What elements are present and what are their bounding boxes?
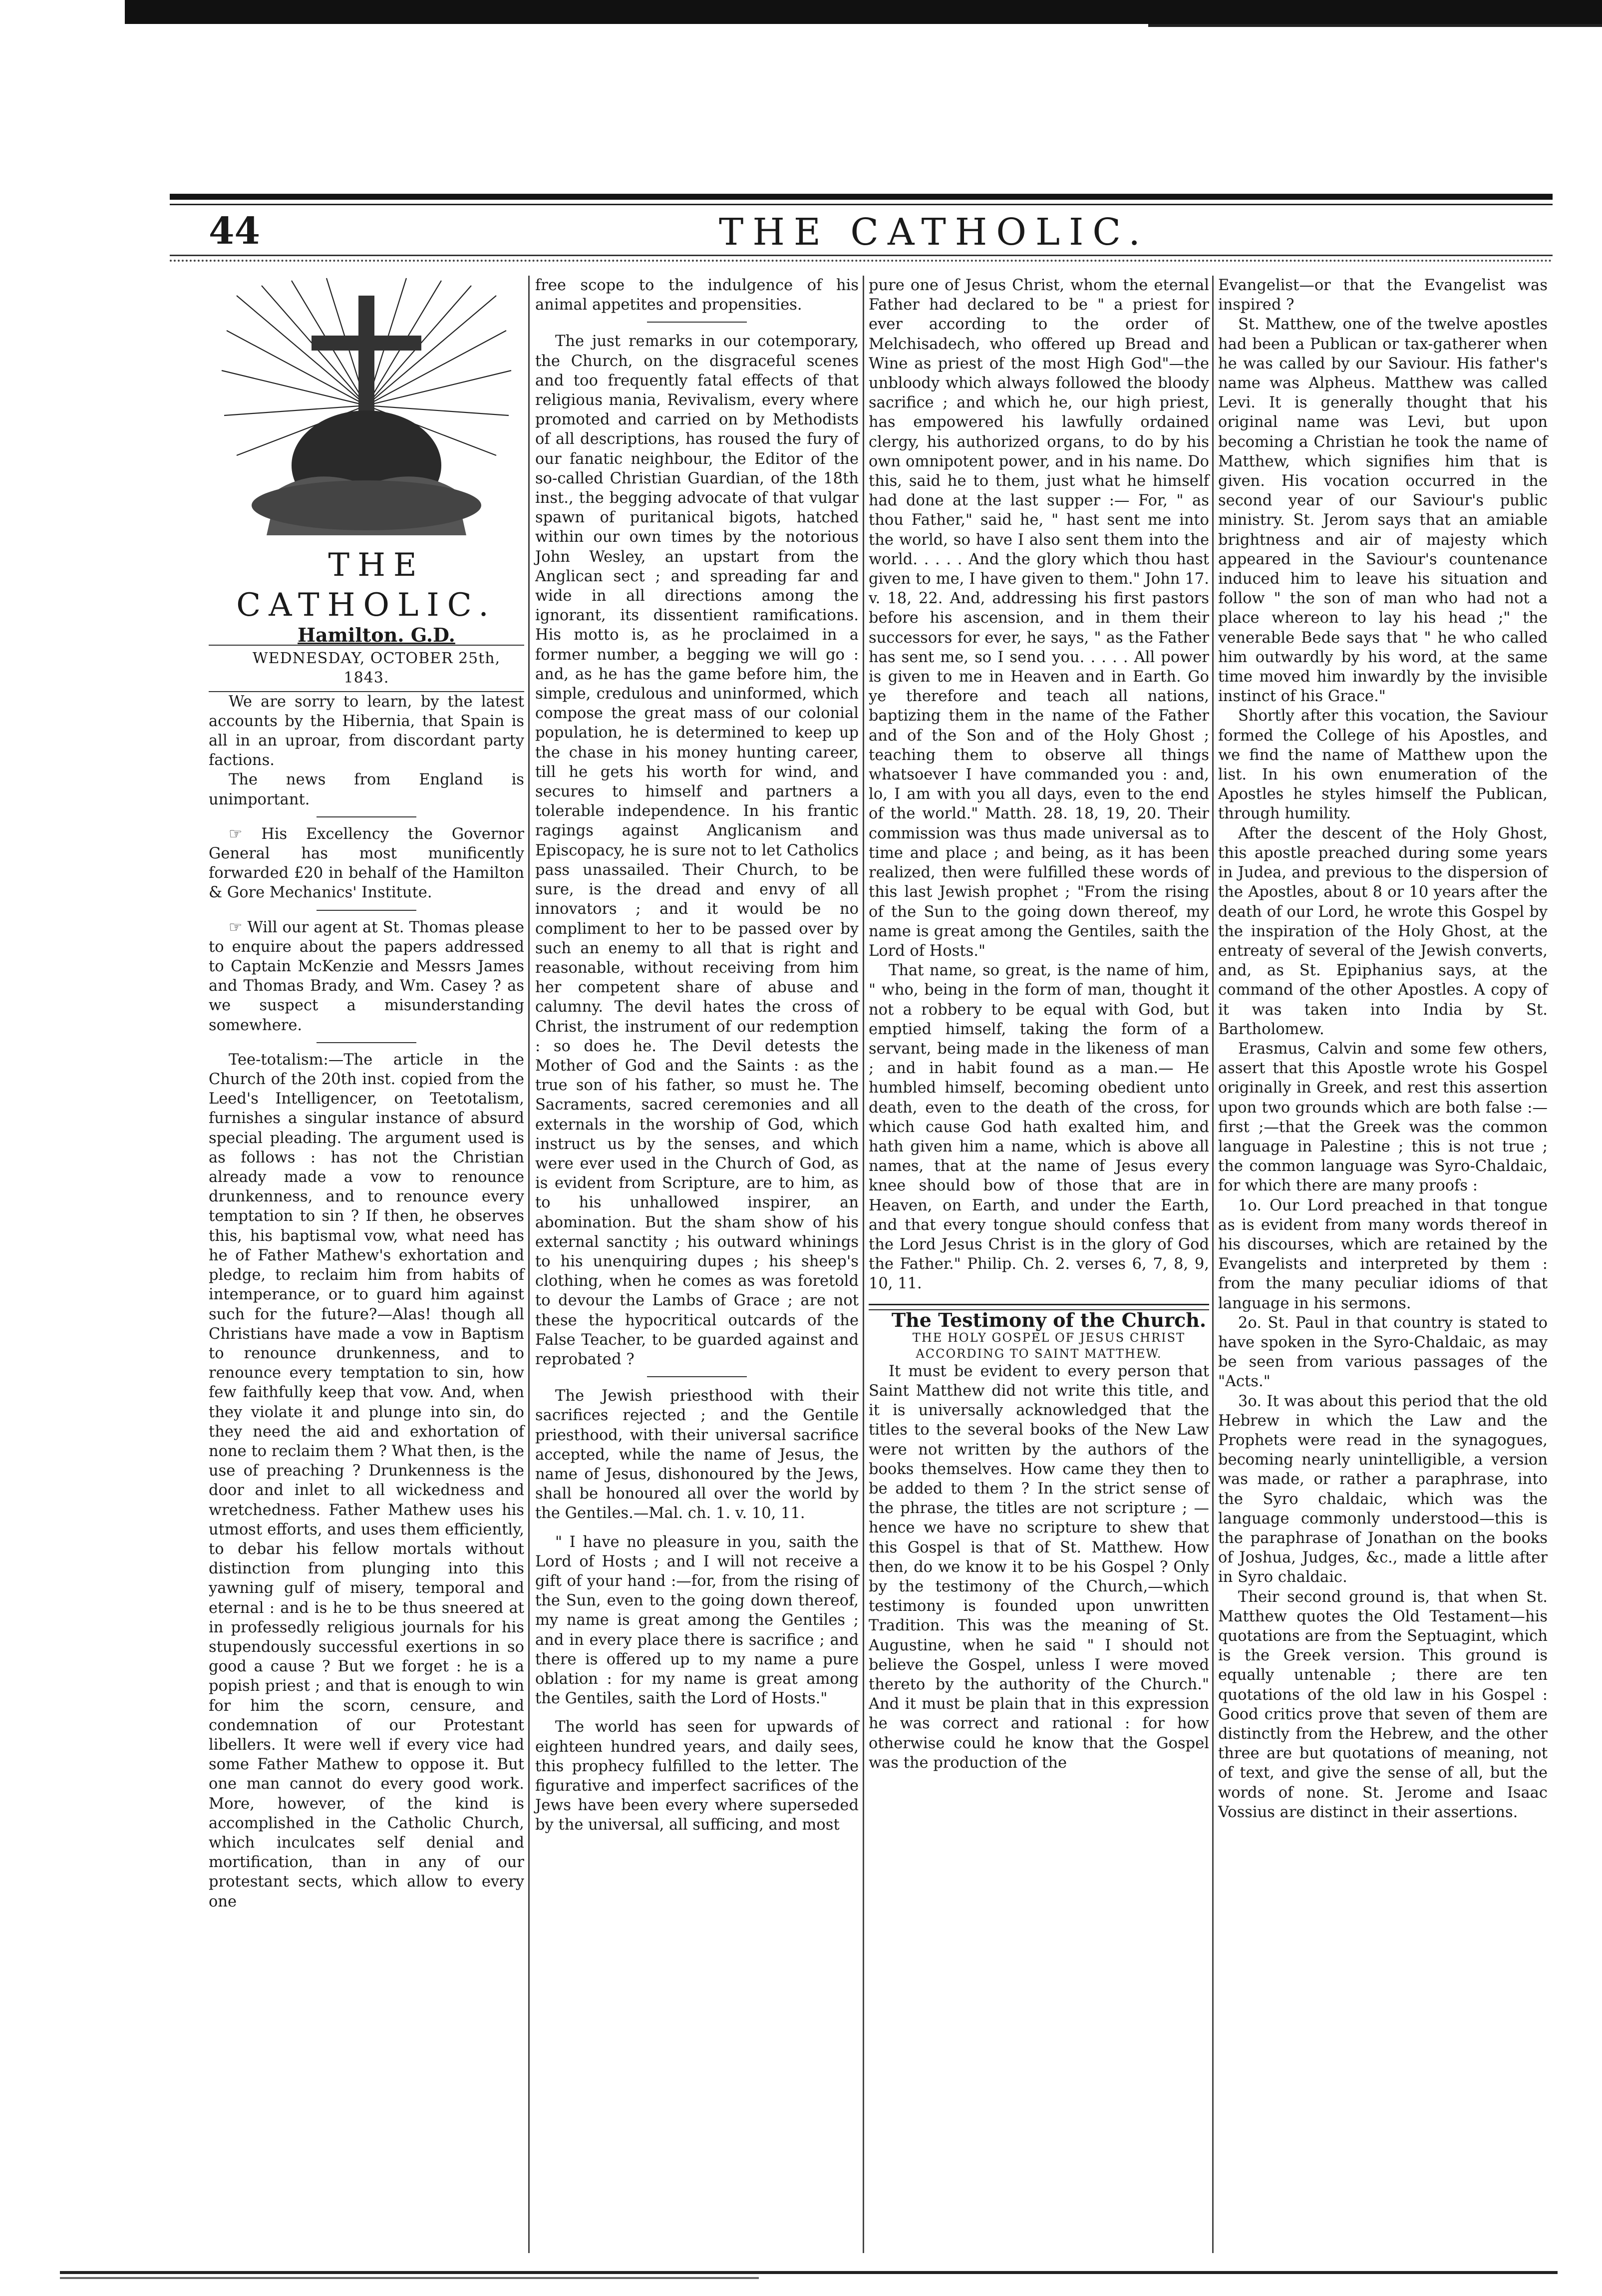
running-title: THE CATHOLIC. bbox=[719, 211, 1149, 254]
notice-governor: ☞ His Excellency the Governor General has most munificently forwarded £20 in behalf of the Hamilton & Gore Mechanics' Institute. bbox=[209, 825, 524, 902]
header-rule-thin bbox=[170, 204, 1553, 205]
column-3 bbox=[869, 276, 1209, 1773]
paragraph: We are sorry to learn, by the latest accounts by the Hibernia, that Spain is all in an uproar, from discordant party factions. bbox=[209, 693, 524, 769]
paragraph: free scope to the indulgence of his animal appetites and propensities. bbox=[535, 277, 859, 314]
header-rule-dotted bbox=[170, 260, 1553, 262]
section-heading: The Testimony of the Church. bbox=[891, 1308, 1207, 1331]
bottom-edge-bar bbox=[60, 2271, 1558, 2274]
masthead-place: Hamilton. G.D. bbox=[298, 624, 455, 646]
scripture-quote: " I have no pleasure in you, saith the Lord of Hosts ; and I will not receive a gift of your hand :—for, from the rising of the Sun, even to the going down thereof, my name is great among the Gentiles ; and in every place there is sacrifice ; and there is offered up to my name a pure oblation : for my name is great among the Gentiles, saith the Lord of Hosts." bbox=[535, 1533, 859, 1708]
paragraph: Their second ground is, that when St. Matthew quotes the Old Testament—his quotations are from the Septuagint, which is the Greek version. This ground is equally untenable ; there are ten quotations of the old law in his Gospel : Good critics prove that seven of them are distinctly from the Hebrew, and the other three are but quotations of meaning, not of text, and give the sense of all, but the words of none. St. Jerome and Isaac Vossius are distinct in their assertions. bbox=[1218, 1588, 1548, 1821]
column-divider bbox=[528, 276, 530, 2253]
paragraph: 2o. St. Paul in that country is stated to have spoken in the Syro-Chaldaic, as may be seen from various passages of the "Acts." bbox=[1218, 1314, 1548, 1391]
separator-rule bbox=[647, 322, 747, 323]
paragraph: After the descent of the Holy Ghost, this apostle preached during some years in Judea, and previous to the dispersion of the Apostles, about 8 or 10 years after the death of our Lord, he wrote this Gospel by the inspiration of the Holy Ghost, at the entreaty of several of the Jewish converts, and, as St. Epiphanius says, at the command of the other Apostles. A copy of it was taken into India by St. Bartholomew. bbox=[1218, 824, 1548, 1038]
section-subheading: THE HOLY GOSPEL OF JESUS CHRIST ACCORDING TO SAINT MATTHEW. bbox=[912, 1330, 1186, 1361]
separator-rule bbox=[317, 910, 416, 911]
column-1 bbox=[209, 276, 524, 1912]
article-jewish-priesthood: The Jewish priesthood with their sacrifices rejected ; and the Gentile priesthood, with their universal sacrifice accepted, while the name of Jesus, the name of Jesus, dishonoured by the Jews, shall be honoured all over the world by the Gentiles.—Mal. ch. 1. v. 10, 11. bbox=[535, 1387, 859, 1523]
paragraph: The news from England is unimportant. bbox=[209, 771, 524, 808]
column-divider bbox=[1212, 276, 1214, 2253]
article-teetotalism: Tee-totalism:—The article in the Church of the 20th inst. copied from the Leed's Intelligencer, on Teetotalism, furnishes a singular instance of absurd special pleading. The argument used is as follows : has not the Christian already made a vow to renounce drunkenness, and to renounce every temptation to sin ? If then, he observes this, his baptismal vow, what need has he of Father Mathew's exhortation and pledge, to reclaim him from habits of intemperance, or to guard him against such for the future?—Alas! though all Christians have made a vow in Baptism to renounce drunkenness, and to renounce every temptation to sin, how few faithfully keep that vow. And, when they violate it and plunge into sin, do they need the aid and exhortation of none to reclaim them ? What then, is the use of preaching ? Drunkenness is the door and inlet to all wickedness and wretchedness. Father Mathew uses his utmost efforts, and uses them efficiently, to debar his fellow mortals without distinction from plunging into this yawning gulf of misery, temporal and eternal : and is he to be thus sneered at in professedly religious journals for his stupendously successful exertions in so good a cause ? But we forget : he is a popish priest ; and that is enough to win for him the scorn, censure, and condemnation of our Protestant libellers. It were well if every vice had some Father Mathew to oppose it. But one man cannot do every good work. More, however, of the kind is accomplished in the Catholic Church, which inculcates self denial and mortification, than in any of our protestant sects, which allow to every one bbox=[209, 1051, 524, 1911]
paragraph: Erasmus, Calvin and some few others, assert that this Apostle wrote his Gospel originally in Greek, and rest this assertion upon two grounds which are both false :—first ;—that the Greek was the common language in Palestine ; this is not true ; the common language was Syro-Chaldaic, for which there are many proofs : bbox=[1218, 1040, 1548, 1195]
masthead-date: WEDNESDAY, OCTOBER 25th, 1843. bbox=[209, 645, 524, 692]
column-2 bbox=[535, 276, 859, 1835]
separator-rule bbox=[317, 1042, 416, 1043]
column-4 bbox=[1218, 276, 1548, 1822]
paragraph: The world has seen for upwards of eighteen hundred years, and daily sees, this prophecy fulfilled to the letter. The figurative and imperfect sacrifices of the Jews have been every where superseded by the universal, all sufficing, and most bbox=[535, 1718, 859, 1834]
column-divider bbox=[863, 276, 864, 2253]
masthead-title: THE CATHOLIC. bbox=[236, 547, 497, 624]
page-number: 44 bbox=[209, 210, 260, 253]
paragraph: St. Matthew, one of the twelve apostles had been a Publican or tax-gatherer when he was called by our Saviour. His father's name was Alpheus. Matthew was called Levi. It is generally thought that his original name was Levi, but upon becoming a Christian he took the name of Matthew, which signifies him that is given. His vocation occurred in the second year of our Saviour's public ministry. St. Jerom says that an amiable brightness and air of majesty which appeared in the Saviour's countenance induced him to leave his situation and follow " the son of man who had not a place whereon to lay his head ;" the venerable Bede says that " he who called him outwardly by his word, at the same time moved him inwardly by the invisible instinct of his Grace." bbox=[1218, 316, 1548, 706]
notice-agent: ☞ Will our agent at St. Thomas please to enquire about the papers addressed to Captain McKenzie and Messrs James and Thomas Brady, and Wm. Casey ? as we suspect a misunderstanding somewhere. bbox=[209, 918, 524, 1034]
paragraph: That name, so great, is the name of him, " who, being in the form of man, thought it not a robbery to be equal with God, but emptied himself, taking the form of a servant, being made in the likeness of man ; and in habit found as a man.— He humbled himself, becoming obedient unto death, even to the death of the cross, for which cause God hath exalted him, and hath given him a name, which is above all names, that at the name of Jesus every knee should bow of those that are in Heaven, on Earth, and under the Earth, and that every tongue should confess that the Lord Jesus Christ is in the glory of God the Father." Philip. Ch. 2. verses 6, 7, 8, 9, 10, 11. bbox=[869, 962, 1209, 1293]
article-revivalism: The just remarks in our cotemporary, the Church, on the disgraceful scenes and too frequently fatal effects of that religious mania, Revivalism, every where promoted and carried on by Methodists of all descriptions, has roused the fury of our fanatic neighbour, the Editor of the so-called Christian Guardian, of the 18th inst., the begging advocate of that vulgar spawn of puritanical bigots, hatched within our own times by the notorious John Wesley, an upstart from the Anglican sect ; and spreading far and wide in all directions among the ignorant, its dissentient ramifications. His motto is, as he proclaimed in a former number, a begging we will go : and, as he has the game before him, the simple, credulous and uninformed, which compose the great mass of our colonial population, he is determined to keep up the chase in his money hunting career, till he gets his worth for wind, and secures to himself and partners a tolerable independence. In his frantic ragings against Anglicanism and Episcopacy, he is sure not to let Catholics pass unassailed. Their Church, to be sure, is the dread and envy of all innovators ; and it would be no compliment to her to be passed over by such an enemy to all that is right and reasonable, without receiving from him her competent share of abuse and calumny. The devil hates the cross of Christ, the instrument of our redemption : so does he. The Devil detests the Mother of God and the Saints : as the true son of his father, so must he. The Sacraments, sacred ceremonies and all externals in the worship of God, which instruct us by the senses, and which were ever used in the Church of God, as is evident from Scripture, are to him, as to his unhallowed inspirer, an abomination. But the sham show of his external sanctity ; his outward whinings to his unenquiring dupes ; his sheep's clothing, when he comes as was foretold to devour the Lambs of Grace ; are not these the hypocritical outcards of the False Teacher, to be guarded against and reprobated ? bbox=[535, 333, 859, 1368]
paragraph: It must be evident to every person that Saint Matthew did not write this title, and it is universally acknowledged that the titles to the several books of the New Law were not written by the authors of the books themselves. How came they then to be added to them ? In the strict sense of the phrase, the titles are not scripture ; —hence we have no scripture to shew that this Gospel is that of St. Matthew. How then, do we know it to be his Gospel ? Only by the testimony of the Church,—which testimony is founded upon unwritten Tradition. This was the meaning of St. Augustine, when he said " I should not believe the Gospel, unless I were moved thereto by the authority of the Church." And it must be plain that in this expression he was correct and rational : for how otherwise could he know that the Gospel was the production of the bbox=[869, 1362, 1209, 1772]
separator-rule bbox=[647, 1376, 747, 1377]
paragraph: Shortly after this vocation, the Saviour formed the College of his Apostles, and we find the name of Matthew upon the list. In his own enumeration of the Apostles he styles himself the Publican, through humility. bbox=[1218, 707, 1548, 823]
top-edge-bar bbox=[125, 0, 1602, 24]
header-rule-thick bbox=[170, 194, 1553, 200]
paragraph: 1o. Our Lord preached in that tongue as is evident from many words thereof in his discourses, which are retained by the Evangelists and interpreted by them : from the many peculiar idioms of that language in his sermons. bbox=[1218, 1196, 1548, 1312]
paragraph: pure one of Jesus Christ, whom the eternal Father had declared to be " a priest for ever according to the order of Melchisadech, who offered up Bread and Wine as priest of the most High God"—the unbloody which always followed the bloody sacrifice ; and which he, our high priest, has empowered his lawfully ordained clergy, his authorized organs, to do by his own omnipotent power, and in his name. Do this, said he to them, just what he himself had done at the last supper :— For, " as thou Father," said he, " hast sent me into the world, so have I also sent them into the world. . . . . And the glory which thou hast given to me, I have given to them." John 17. v. 18, 22. And, addressing his first pastors before his ascension, and in them their successors for ever, he says, " as the Father has sent me, so I send you. . . . . All power is given to me in Heaven and in Earth. Go ye therefore and teach all nations, baptizing them in the name of the Father and of the Son and of the Holy Ghost ; teaching them to observe all things whatsoever I have commanded you : and, lo, I am with you all days, even to the end of the world." Matth. 28. 18, 19, 20. Their commission was thus made universal as to time and place ; and being, as it has been realized, then were fulfilled these words of this last Jewish prophet ; "From the rising of the Sun to the going down thereof, my name is great among the Gentiles, saith the Lord of Hosts." bbox=[869, 277, 1209, 960]
paragraph: 3o. It was about this period that the old Hebrew in which the Law and the Prophets were read in the synagogues, becoming nearly unintelligible, a version was made, or rather a paraphrase, into the Syro chaldaic, which was the language commonly understood—this is the paraphrase of Jonathan on the books of Joshua, Judges, &c., made a little after in Syro chaldaic. bbox=[1218, 1392, 1548, 1586]
bottom-edge-bar-secondary bbox=[60, 2277, 759, 2279]
paragraph: Evangelist—or that the Evangelist was inspired ? bbox=[1218, 277, 1548, 314]
top-edge-bar-secondary bbox=[1148, 24, 1602, 27]
masthead-cross-engraving bbox=[217, 276, 516, 545]
separator-rule bbox=[317, 816, 416, 817]
header-rule-lower bbox=[170, 255, 1553, 256]
